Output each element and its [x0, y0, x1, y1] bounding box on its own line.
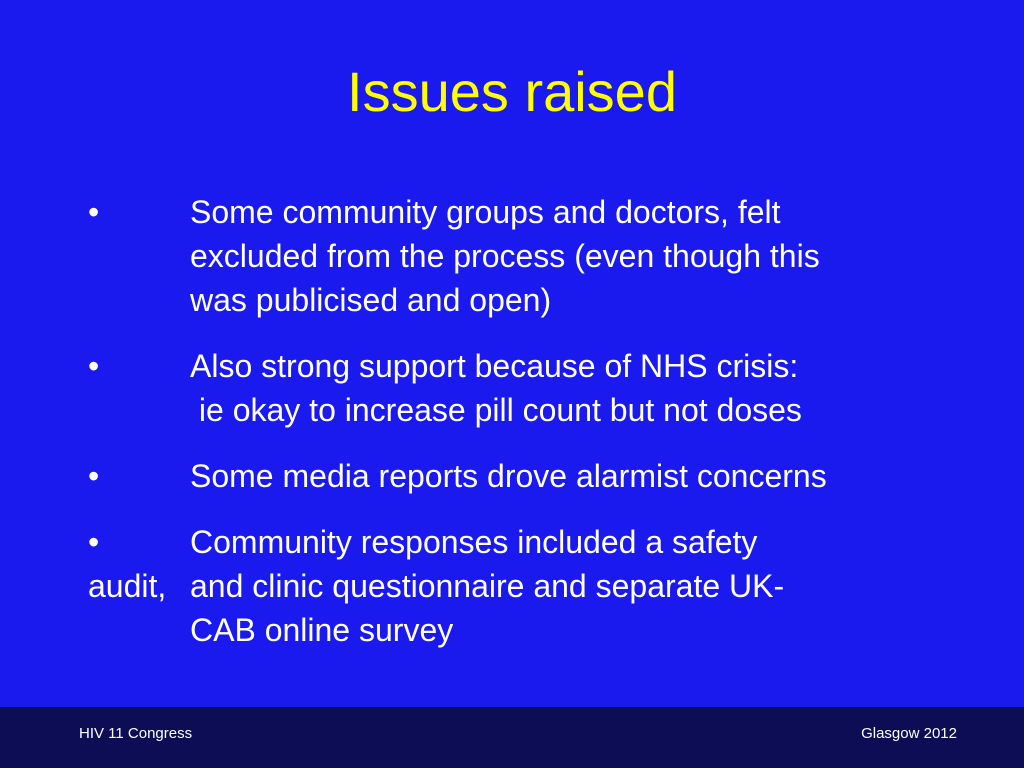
- bullet-item-1: [88, 190, 988, 322]
- bullet-item-4: [88, 520, 988, 652]
- bullet-item-2: [88, 344, 988, 432]
- footer-bar: [0, 707, 1024, 768]
- bullet-text: Some community groups and doctors, felt excluded from the process (even though this was publicised and open): [190, 194, 820, 318]
- bullet-marker: •: [88, 348, 100, 384]
- bullet-marker: •: [88, 194, 100, 230]
- bullet-marker: •: [88, 524, 100, 560]
- slide-title: Issues raised: [347, 60, 677, 123]
- bullet-list: [88, 190, 988, 674]
- bullet-marker: •: [88, 458, 100, 494]
- bullet-text: Also strong support because of NHS crisis: ie okay to increase pill count but not doses: [190, 348, 802, 428]
- bullet-item-3: [88, 454, 988, 498]
- bullet-text: Some media reports drove alarmist concerns: [190, 458, 827, 494]
- footer-right-text: Glasgow 2012: [861, 725, 957, 742]
- bullet-prefix: audit,: [88, 568, 167, 604]
- bullet-text: Community responses included a safety and clinic questionnaire and separate UK- CAB online survey: [190, 524, 785, 648]
- footer-left-text: HIV 11 Congress: [79, 725, 193, 742]
